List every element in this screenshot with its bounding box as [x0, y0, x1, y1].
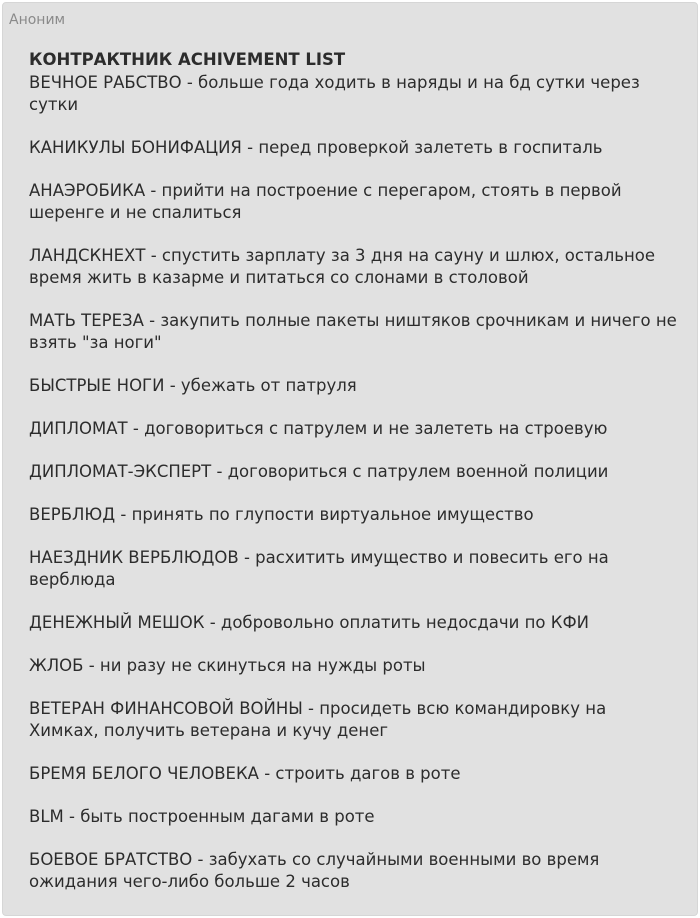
list-item: ЛАНДСКНЕХТ - спустить зарплату за 3 дня на сауну и шлюх, остальное время жить в казарме и питаться со слонами в столовой: [29, 246, 656, 287]
list-item: БРЕМЯ БЕЛОГО ЧЕЛОВЕКА - строить дагов в роте: [29, 764, 461, 783]
post-title: КОНТРАКТНИК ACHIVEMENT LIST: [29, 50, 346, 69]
post-message: [29, 49, 679, 914]
list-item: НАЕЗДНИК ВЕРБЛЮДОВ - расхитить имущество и повесить его на верблюда: [29, 548, 609, 589]
list-item: КАНИКУЛЫ БОНИФАЦИЯ - перед проверкой залететь в госпиталь: [29, 138, 603, 157]
list-item: ДИПЛОМАТ - договориться с патрулем и не залететь на строевую: [29, 419, 608, 438]
list-item: ВЕРБЛЮД - принять по глупости виртуальное имущество: [29, 505, 534, 524]
list-item: BLM - быть построенным дагами в роте: [29, 807, 375, 826]
list-item: ДЕНЕЖНЫЙ МЕШОК - добровольно оплатить недосдачи по КФИ: [29, 613, 589, 632]
list-item: ВЕЧНОЕ РАБСТВО - больше года ходить в наряды и на бд сутки через сутки: [29, 73, 640, 114]
list-item: ЖЛОБ - ни разу не скинуться на нужды роты: [29, 656, 426, 675]
list-item: АНАЭРОБИКА - прийти на построение с перегаром, стоять в первой шеренге и не спалиться: [29, 181, 622, 222]
list-item: ДИПЛОМАТ-ЭКСПЕРТ - договориться с патрулем военной полиции: [29, 462, 609, 481]
list-item: БОЕВОЕ БРАТСТВО - забухать со случайными военными во время ожидания чего-либо больше 2 часов: [29, 850, 600, 891]
list-item: БЫСТРЫЕ НОГИ - убежать от патруля: [29, 376, 357, 395]
post-card: [2, 2, 698, 916]
post-author: Аноним: [9, 12, 66, 28]
list-item: ВЕТЕРАН ФИНАНСОВОЙ ВОЙНЫ - просидеть всю командировку на Химках, получить ветерана и кучу денег: [29, 699, 607, 740]
list-item: МАТЬ ТЕРЕЗА - закупить полные пакеты ништяков срочникам и ничего не взять "за ноги": [29, 311, 677, 352]
